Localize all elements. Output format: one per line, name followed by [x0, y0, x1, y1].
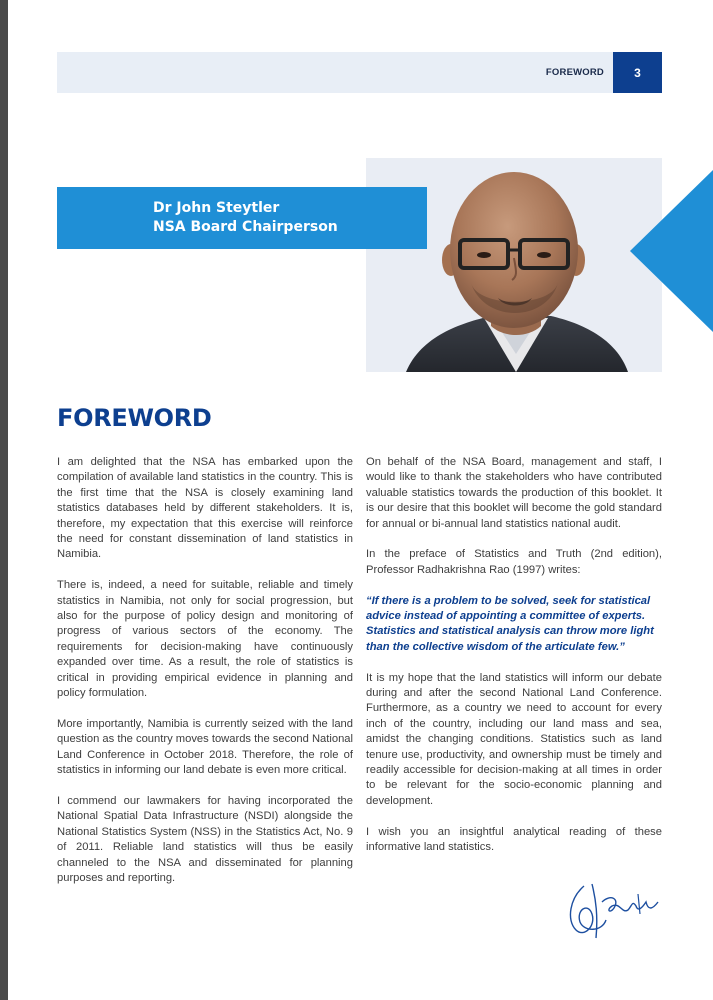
profile-name: Dr John Steytler — [153, 200, 280, 216]
paragraph: It is my hope that the land statistics will inform our debate during and after the second National Land Conference. Furthermore, as a country we need to account for every inch of the country, including our land mass and sea, amidst the changing conditions. Statistics such as land tenure use, productivity, and ownership must be timely and readily accessible for decision-making at all times in order to be relevant for the socio-economic planning and development. — [366, 671, 662, 807]
paragraph: I am delighted that the NSA has embarked upon the compilation of available land statistics in the country. This is the first time that the NSA is closely examining land statistics databases held by different stakeholders. It is, therefore, my expectation that this exercise will reinforce the need for constant dissemination of land statistics in Namibia. — [57, 456, 353, 561]
paragraph: More importantly, Namibia is currently seized with the land question as the country moves towards the second National Land Conference in October 2018. Therefore, the role of statistics in informing our land debate is even more critical. — [57, 717, 354, 777]
section-label: FOREWORD — [545, 67, 604, 78]
paragraph: I wish you an insightful analytical reading of these informative land statistics. — [366, 825, 662, 854]
paragraph: I commend our lawmakers for having incorporated the National Spatial Data Infrastructure (NSDI) alongside the National Statistics System (NSS) in the Statistics Act, No. 9 of 2011. Reliable land statistics will thus be easily channeled to the NSA and disseminated for planning purposes and reporting. — [57, 794, 353, 884]
page-number: 3 — [613, 52, 662, 93]
paragraph: On behalf of the NSA Board, management and staff, I would like to thank the stakeholders who have contributed valuable statistics towards the production of this booklet. It is our desire that this booklet will become the gold standard for annual or bi-annual land statistics national audit. — [366, 456, 662, 530]
right-column — [366, 455, 662, 871]
running-header — [57, 52, 613, 93]
paragraph: In the preface of Statistics and Truth (2nd edition), Professor Radhakrishna Rao (1997) writes: — [366, 548, 662, 576]
profile-name-bar — [57, 187, 427, 249]
decorative-triangle — [630, 170, 713, 332]
page-edge-shadow — [0, 0, 8, 1000]
quotation: “If there is a problem to be solved, seek for statistical advice instead of appointing a committee of experts. Statistics and statistical analysis can throw more light than the collective wisdom of the articulate few.” — [366, 594, 654, 653]
profile-role: NSA Board Chairperson — [153, 219, 338, 235]
left-column — [57, 455, 353, 902]
signature — [562, 880, 672, 942]
paragraph: There is, indeed, a need for suitable, reliable and timely statistics in Namibia, not only for social progression, but also for the purpose of policy design and monitoring of progress of various sectors of the economy. The requirements for decision-making have continuously expanded over time. As a result, the role of statistics is critical in providing empirical evidence in planning and policy formulation. — [57, 579, 353, 700]
page-title: FOREWORD — [57, 404, 212, 432]
